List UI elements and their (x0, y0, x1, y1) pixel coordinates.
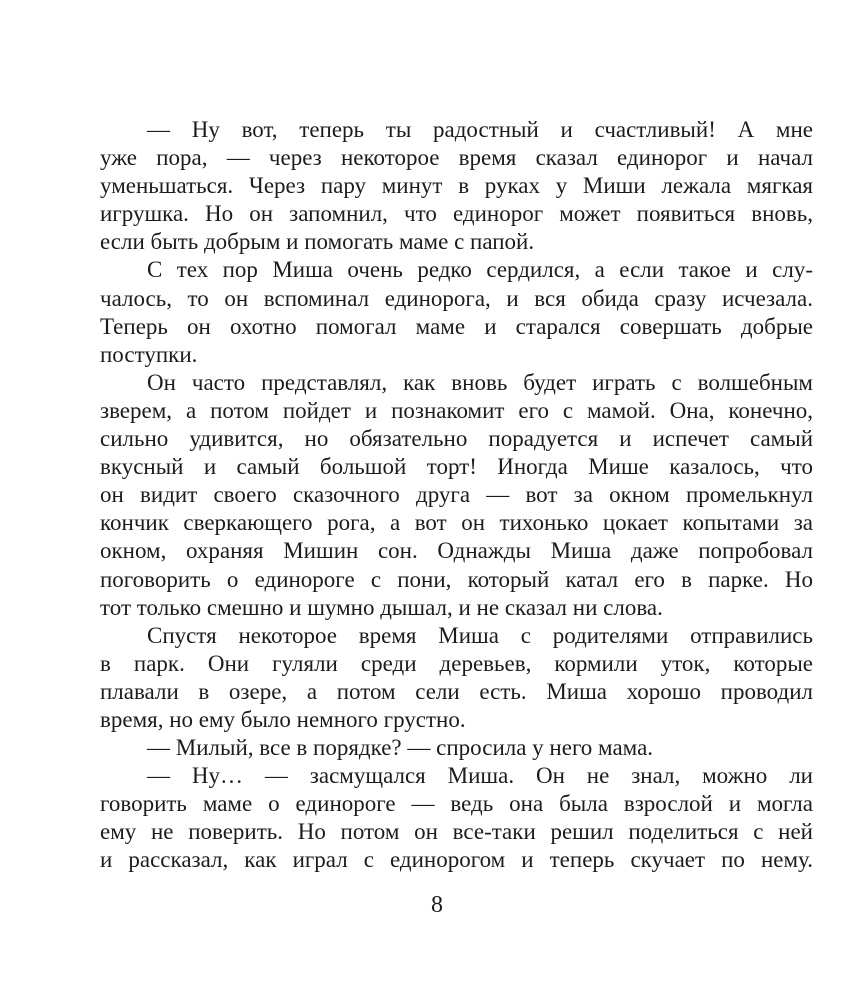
page-number: 8 (431, 892, 443, 918)
paragraph-4 (100, 622, 813, 734)
paragraph-6 (100, 762, 813, 874)
text-line: Спустя некоторое время Миша с родителями отправились (147, 622, 813, 648)
text-line: он видит своего сказочного друга — вот за окном промелькнул (100, 482, 813, 508)
text-line: С тех пор Миша очень редко сердился, а если такое и слу- (147, 257, 813, 283)
text-line: сильно удивится, но обязательно порадуется и испечет самый (100, 426, 813, 452)
text-line: поступки. (100, 341, 198, 367)
paragraph-3 (100, 369, 813, 622)
text-line: чалось, то он вспоминал единорога, и вся обида сразу исчезала. (100, 285, 813, 311)
text-line: Он часто представлял, как вновь будет играть с волшебным (147, 369, 813, 395)
text-line: время, но ему было немного грустно. (100, 706, 466, 732)
text-line: уже пора, — через некоторое время сказал единорог и начал (100, 145, 813, 171)
text-line: вкусный и самый большой торт! Иногда Мише казалось, что (100, 454, 813, 480)
paragraph-5 (100, 734, 813, 762)
text-line: и рассказал, как играл с единорогом и теперь скучает по нему. (100, 847, 813, 873)
text-line: — Ну… — засмущался Миша. Он не знал, можно ли (147, 763, 813, 789)
text-line: поговорить о единороге с пони, который катал его в парке. Но (100, 566, 813, 592)
paragraph-1 (100, 116, 813, 256)
text-line: тот только смешно и шумно дышал, и не сказал ни слова. (100, 594, 663, 620)
text-line: игрушка. Но он запомнил, что единорог может появиться вновь, (100, 201, 813, 227)
page-body-text (100, 116, 813, 875)
paragraph-2 (100, 256, 813, 368)
text-line: — Ну вот, теперь ты радостный и счастливый! А мне (147, 117, 813, 142)
text-line: говорить маме о единороге — ведь она была взрослой и могла (100, 791, 813, 817)
text-line: Теперь он охотно помогал маме и старался совершать добрые (100, 313, 813, 339)
text-line: уменьшаться. Через пару минут в руках у Миши лежала мягкая (100, 173, 813, 199)
text-line: — Милый, все в порядке? — спросила у него мама. (147, 735, 654, 761)
text-line: в парк. Они гуляли среди деревьев, кормили уток, которые (100, 650, 813, 676)
text-line: ему не поверить. Но потом он все-таки решил поделиться с ней (100, 819, 813, 845)
text-line: кончик сверкающего рога, а вот он тихонько цокает копытами за (100, 510, 813, 536)
text-line: окном, охраняя Мишин сон. Однажды Миша даже попробовал (100, 538, 813, 564)
text-line: зверем, а потом пойдет и познакомит его с мамой. Она, конечно, (100, 397, 813, 423)
text-line: плавали в озере, а потом сели есть. Миша хорошо проводил (100, 678, 813, 704)
text-line: если быть добрым и помогать маме с папой. (100, 229, 535, 255)
